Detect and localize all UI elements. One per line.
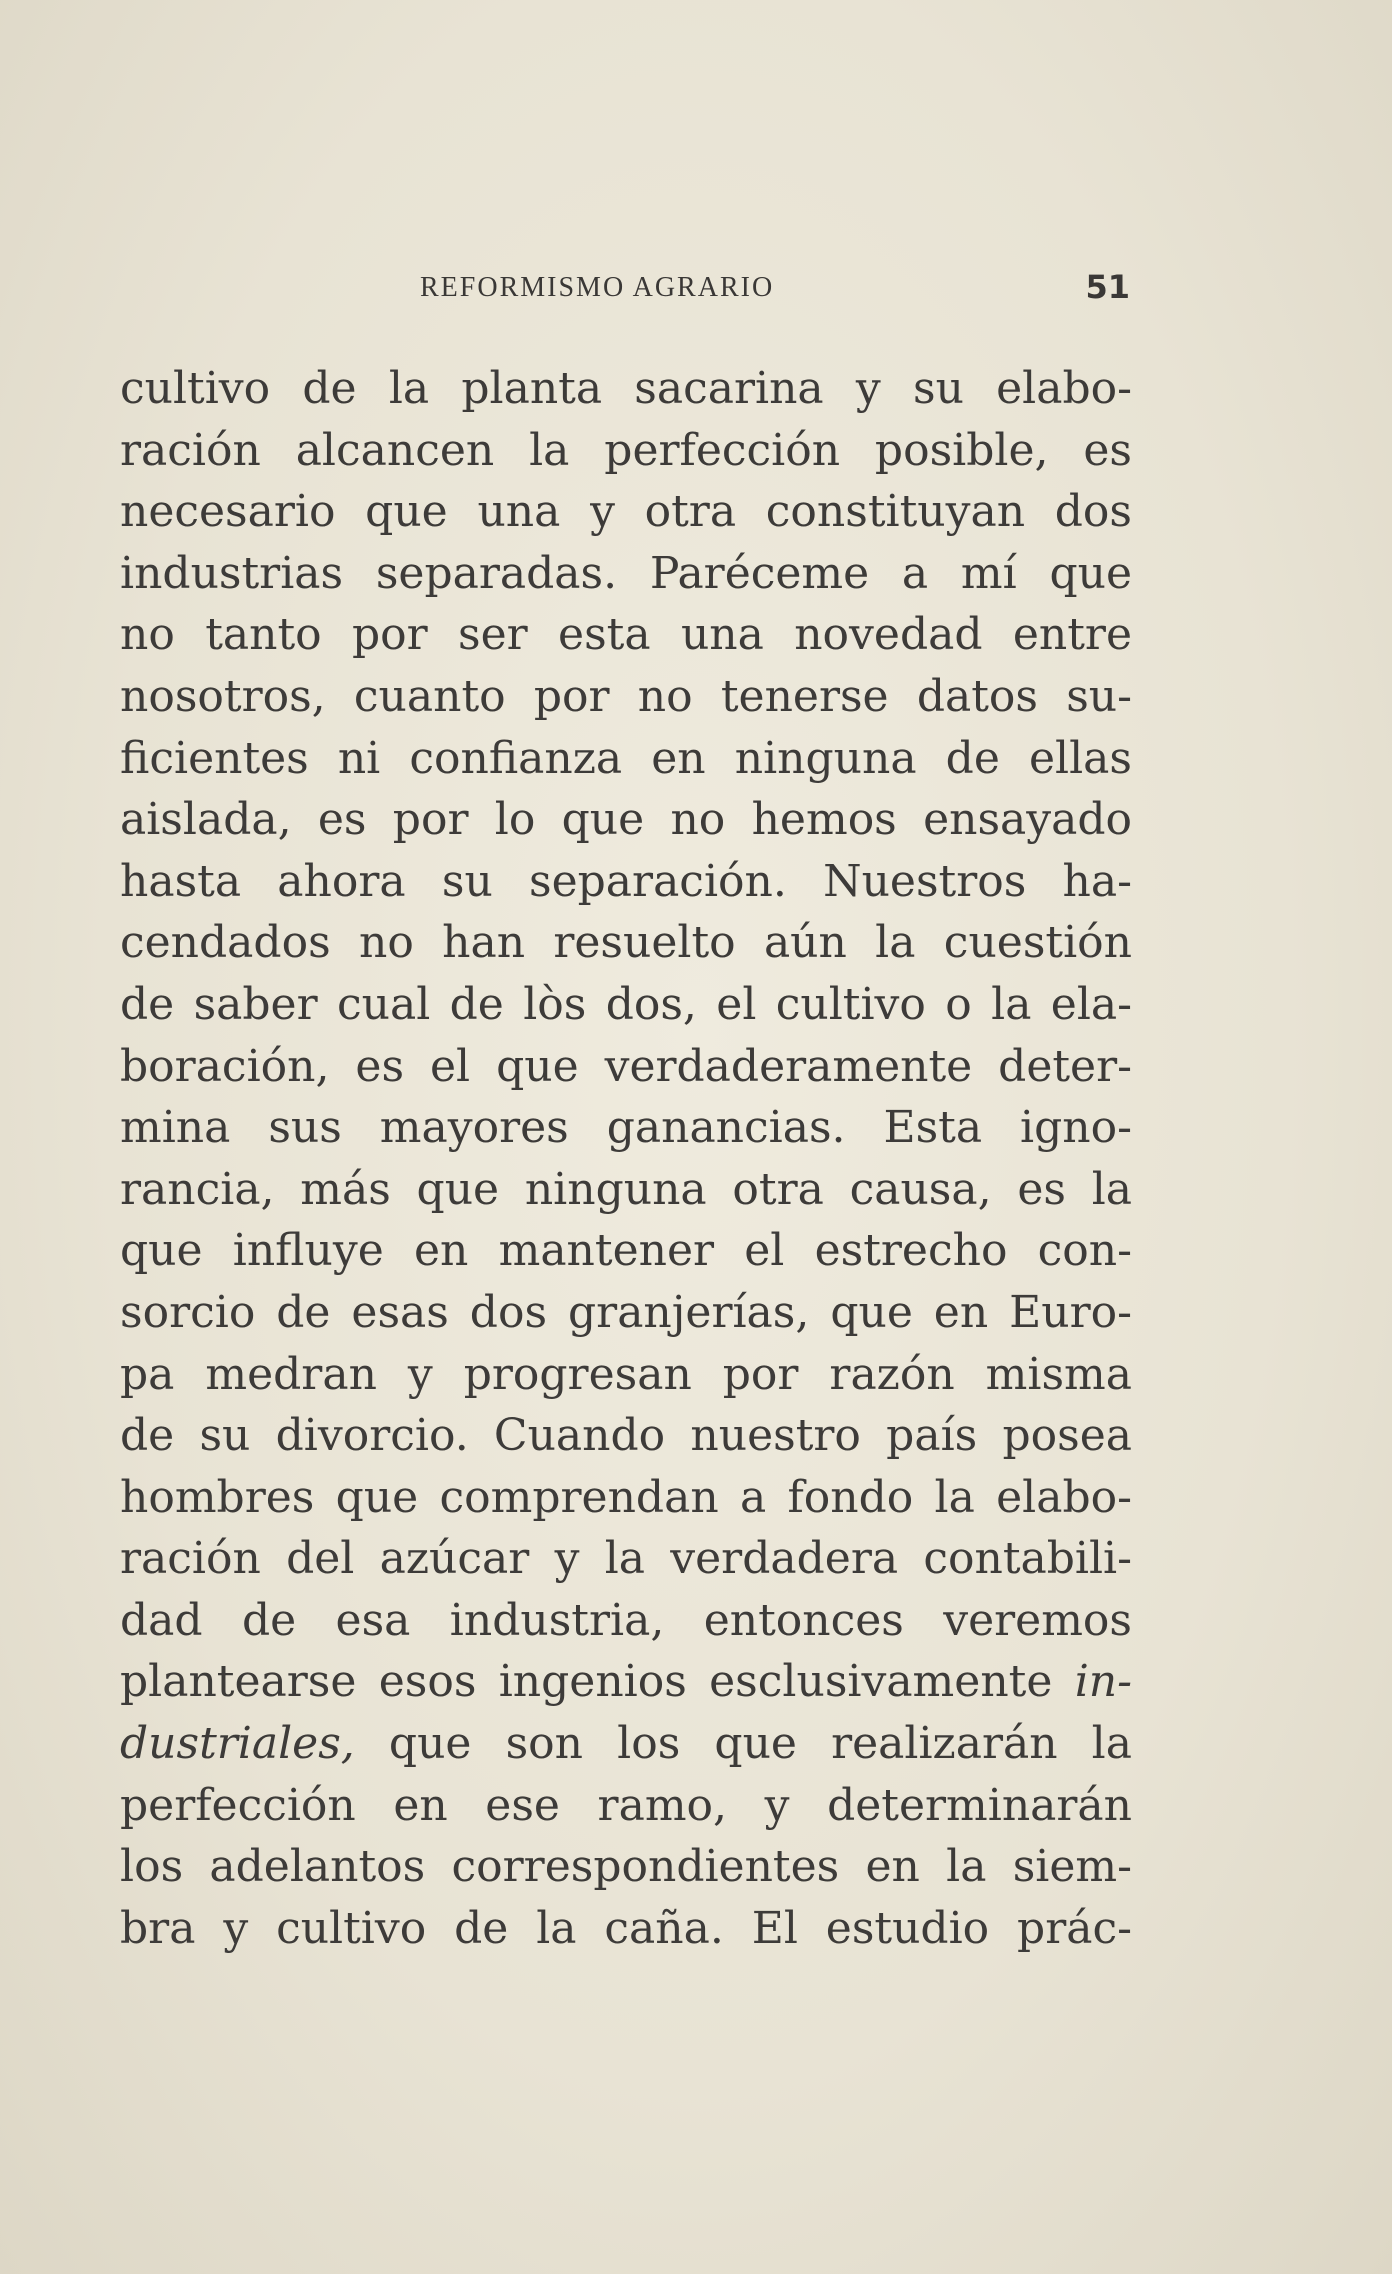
text-line: ración del azúcar y la verdadera contabili- bbox=[120, 1533, 1132, 1585]
text-line: rancia, más que ninguna otra causa, es la bbox=[120, 1163, 1132, 1215]
text-line: cultivo de la planta sacarina y su elabo- bbox=[120, 363, 1132, 414]
text-line: necesario que una y otra constituyan dos bbox=[120, 486, 1132, 538]
body-text bbox=[120, 358, 1132, 1959]
text-line: de saber cual de lòs dos, el cultivo o la ela- bbox=[120, 978, 1132, 1030]
text-line bbox=[120, 1651, 1132, 1713]
text-line: dad de esa industria, entonces veremos bbox=[120, 1594, 1132, 1646]
text-line: de su divorcio. Cuando nuestro país posea bbox=[120, 1410, 1132, 1462]
text-line: que influye en mantener el estrecho con- bbox=[120, 1225, 1132, 1277]
page-header bbox=[120, 268, 1130, 318]
italic-word: in- bbox=[1074, 1656, 1132, 1708]
text-line: cendados no han resuelto aún la cuestión bbox=[120, 917, 1132, 969]
page-number: 51 bbox=[1085, 268, 1130, 306]
text-line: los adelantos correspondientes en la siem- bbox=[120, 1841, 1132, 1893]
italic-word: dustriales, bbox=[120, 1718, 355, 1770]
text-line: ración alcancen la perfección posible, es bbox=[120, 424, 1132, 476]
text-line: boración, es el que verdaderamente deter- bbox=[120, 1040, 1132, 1092]
text-line: hombres que comprendan a fondo la elabo- bbox=[120, 1471, 1132, 1523]
text-line: bra y cultivo de la caña. El estudio prác- bbox=[120, 1902, 1132, 1954]
text-line bbox=[120, 1713, 1132, 1775]
text-line: ficientes ni confianza en ninguna de ellas bbox=[120, 732, 1132, 784]
line-text: plantearse esos ingenios esclusivamente bbox=[120, 1656, 1053, 1708]
text-line: perfección en ese ramo, y determinarán bbox=[120, 1779, 1132, 1831]
text-line: nosotros, cuanto por no tenerse datos su- bbox=[120, 670, 1132, 722]
line-text: que son los que realizarán la bbox=[388, 1718, 1132, 1770]
text-line: pa medran y progresan por razón misma bbox=[120, 1348, 1132, 1400]
text-line: mina sus mayores ganancias. Esta igno- bbox=[120, 1102, 1132, 1154]
text-line: aislada, es por lo que no hemos ensayado bbox=[120, 794, 1132, 846]
text-line: no tanto por ser esta una novedad entre bbox=[120, 609, 1132, 661]
running-head: REFORMISMO AGRARIO bbox=[420, 272, 775, 303]
text-line: industrias separadas. Paréceme a mí que bbox=[120, 547, 1132, 599]
text-line: sorcio de esas dos granjerías, que en Euro- bbox=[120, 1286, 1132, 1338]
text-line: hasta ahora su separación. Nuestros ha- bbox=[120, 855, 1132, 907]
